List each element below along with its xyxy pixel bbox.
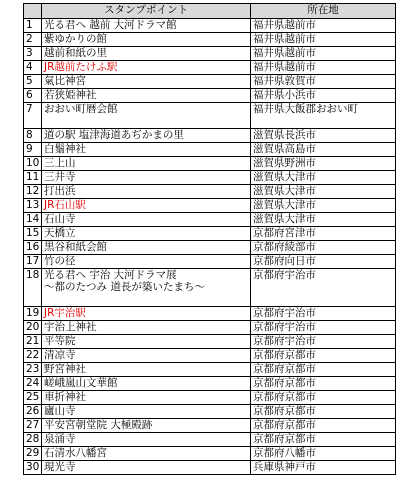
stamp-point-name-line: 紫ゆかりの館: [44, 33, 107, 45]
stamp-point-name-line: 現光寺: [44, 461, 76, 473]
row-number: 20: [24, 321, 42, 335]
table-row: [24, 143, 396, 157]
stamp-point-name: [42, 75, 251, 89]
location-cell: 滋賀県大津市: [251, 171, 396, 185]
table-row: [24, 349, 396, 363]
table-row: [24, 377, 396, 391]
stamp-point-name-line: 平安宮朝堂院 大極殿跡: [44, 419, 153, 431]
stamp-point-table: [23, 3, 396, 475]
table-row: [24, 185, 396, 199]
table-row: [24, 171, 396, 185]
table-row: [24, 255, 396, 269]
location-cell: 福井県越前市: [251, 61, 396, 75]
header-stamp-point: スタンプポイント: [42, 4, 251, 19]
table-row: [24, 47, 396, 61]
table-row: [24, 227, 396, 241]
stamp-point-name: [42, 419, 251, 433]
stamp-point-name: [42, 433, 251, 447]
stamp-point-name: [42, 269, 251, 307]
table-row: [24, 307, 396, 321]
table-row: [24, 103, 396, 129]
table-row: [24, 321, 396, 335]
stamp-point-name-line: 平等院: [44, 335, 76, 347]
row-number: 17: [24, 255, 42, 269]
row-number: 10: [24, 157, 42, 171]
stamp-point-name: [42, 103, 251, 129]
row-number: 21: [24, 335, 42, 349]
location-cell: 京都府京都市: [251, 391, 396, 405]
table-row: [24, 33, 396, 47]
row-number: 26: [24, 405, 42, 419]
header-number: [24, 4, 42, 19]
row-number: 4: [24, 61, 42, 75]
row-number: 2: [24, 33, 42, 47]
table-row: [24, 447, 396, 461]
stamp-point-name: [42, 199, 251, 213]
table-row: [24, 75, 396, 89]
stamp-point-name: [42, 61, 251, 75]
stamp-point-name: [42, 129, 251, 143]
location-cell: 福井県敦賀市: [251, 75, 396, 89]
stamp-point-name-line: JR越前たけふ駅: [44, 61, 118, 73]
stamp-point-name-line: 野宮神社: [44, 363, 86, 375]
stamp-point-name-line: 越前和紙の里: [44, 47, 107, 59]
location-cell: 滋賀県大津市: [251, 213, 396, 227]
location-cell: 京都府京都市: [251, 405, 396, 419]
stamp-point-name-line: 道の駅 塩津海道あぢかまの里: [44, 129, 184, 141]
location-cell: 京都府宇治市: [251, 307, 396, 321]
location-cell: 福井県小浜市: [251, 89, 396, 103]
stamp-point-name: [42, 377, 251, 391]
table-row: [24, 433, 396, 447]
table-row: [24, 199, 396, 213]
stamp-point-name: [42, 185, 251, 199]
stamp-point-name: [42, 143, 251, 157]
stamp-point-name-line: 若狭姫神社: [44, 89, 97, 101]
location-cell: 福井県大飯郡おおい町: [251, 103, 396, 129]
location-cell: 滋賀県高島市: [251, 143, 396, 157]
stamp-point-name: [42, 171, 251, 185]
row-number: 24: [24, 377, 42, 391]
stamp-point-name-line: 嵯峨嵐山文華館: [44, 377, 118, 389]
stamp-point-name-line: JR石山駅: [44, 199, 86, 211]
row-number: 22: [24, 349, 42, 363]
location-cell: 京都府京都市: [251, 363, 396, 377]
location-cell: 滋賀県野洲市: [251, 157, 396, 171]
header-location: 所在地: [251, 4, 396, 19]
row-number: 9: [24, 143, 42, 157]
location-cell: 福井県越前市: [251, 33, 396, 47]
table-row: [24, 61, 396, 75]
location-cell: 兵庫県神戸市: [251, 461, 396, 475]
stamp-point-name: [42, 33, 251, 47]
table-row: [24, 461, 396, 475]
stamp-point-name: [42, 447, 251, 461]
row-number: 15: [24, 227, 42, 241]
table-row: [24, 241, 396, 255]
location-cell: 京都府宇治市: [251, 321, 396, 335]
stamp-point-name: [42, 19, 251, 33]
row-number: 14: [24, 213, 42, 227]
table-row: [24, 213, 396, 227]
stamp-point-name-line: 泉涌寺: [44, 433, 76, 445]
stamp-point-name-line: JR宇治駅: [44, 307, 86, 319]
stamp-point-name-line: 清凉寺: [44, 349, 76, 361]
stamp-point-name-line: 打出浜: [44, 185, 76, 197]
location-cell: 京都府綾部市: [251, 241, 396, 255]
stamp-point-name-line: 廬山寺: [44, 405, 76, 417]
table-row: [24, 391, 396, 405]
table-body: [24, 19, 396, 475]
stamp-point-name: [42, 47, 251, 61]
location-cell: 滋賀県大津市: [251, 185, 396, 199]
location-cell: 福井県越前市: [251, 19, 396, 33]
stamp-point-name: [42, 335, 251, 349]
location-cell: 滋賀県長浜市: [251, 129, 396, 143]
stamp-point-name-line: 車折神社: [44, 391, 86, 403]
stamp-point-name: [42, 461, 251, 475]
location-cell: 京都府京都市: [251, 433, 396, 447]
location-cell: 京都府京都市: [251, 377, 396, 391]
stamp-point-name: [42, 307, 251, 321]
row-number: 1: [24, 19, 42, 33]
table-row: [24, 269, 396, 307]
stamp-point-sheet: [23, 3, 396, 475]
table-header-row: [24, 4, 396, 19]
row-number: 18: [24, 269, 42, 307]
stamp-point-name: [42, 391, 251, 405]
row-number: 25: [24, 391, 42, 405]
stamp-point-name: [42, 227, 251, 241]
stamp-point-name: [42, 349, 251, 363]
location-cell: 京都府八幡市: [251, 447, 396, 461]
stamp-point-name-line: 三上山: [44, 157, 76, 169]
stamp-point-name-line: 白鬚神社: [44, 143, 86, 155]
stamp-point-name-line: 竹の径: [44, 255, 76, 267]
stamp-point-name-line: 宇治上神社: [44, 321, 97, 333]
row-number: 6: [24, 89, 42, 103]
stamp-point-name-line: 黒谷和紙会館: [44, 241, 107, 253]
row-number: 5: [24, 75, 42, 89]
stamp-point-name: [42, 363, 251, 377]
stamp-point-name: [42, 241, 251, 255]
stamp-point-name-line: おおい町暦会館: [44, 103, 118, 115]
stamp-point-name-line: 光る君へ 越前 大河ドラマ館: [44, 19, 177, 31]
row-number: 12: [24, 185, 42, 199]
location-cell: 京都府向日市: [251, 255, 396, 269]
row-number: 19: [24, 307, 42, 321]
row-number: 8: [24, 129, 42, 143]
location-cell: 福井県越前市: [251, 47, 396, 61]
stamp-point-name: [42, 405, 251, 419]
stamp-point-name-line: 氣比神宮: [44, 75, 86, 87]
row-number: 11: [24, 171, 42, 185]
stamp-point-name-line: 光る君へ 宇治 大河ドラマ展: [44, 269, 177, 281]
row-number: 27: [24, 419, 42, 433]
table-row: [24, 335, 396, 349]
row-number: 16: [24, 241, 42, 255]
row-number: 29: [24, 447, 42, 461]
row-number: 7: [24, 103, 42, 129]
table-row: [24, 419, 396, 433]
location-cell: 京都府京都市: [251, 349, 396, 363]
stamp-point-name-line: 天橋立: [44, 227, 76, 239]
stamp-point-name-line: 石清水八幡宮: [44, 447, 107, 459]
table-row: [24, 89, 396, 103]
row-number: 28: [24, 433, 42, 447]
stamp-point-name: [42, 89, 251, 103]
row-number: 3: [24, 47, 42, 61]
stamp-point-name: [42, 321, 251, 335]
table-row: [24, 363, 396, 377]
row-number: 13: [24, 199, 42, 213]
stamp-point-name-line: 〜都のたつみ 道長が築いたまち〜: [44, 281, 205, 293]
location-cell: 京都府京都市: [251, 419, 396, 433]
row-number: 23: [24, 363, 42, 377]
location-cell: 滋賀県大津市: [251, 199, 396, 213]
stamp-point-name: [42, 157, 251, 171]
table-row: [24, 157, 396, 171]
location-cell: 京都府宮津市: [251, 227, 396, 241]
stamp-point-name-line: 三井寺: [44, 171, 76, 183]
stamp-point-name: [42, 255, 251, 269]
table-row: [24, 19, 396, 33]
stamp-point-name: [42, 213, 251, 227]
location-cell: 京都府宇治市: [251, 335, 396, 349]
location-cell: 京都府宇治市: [251, 269, 396, 307]
table-row: [24, 405, 396, 419]
table-row: [24, 129, 396, 143]
row-number: 30: [24, 461, 42, 475]
stamp-point-name-line: 石山寺: [44, 213, 76, 225]
